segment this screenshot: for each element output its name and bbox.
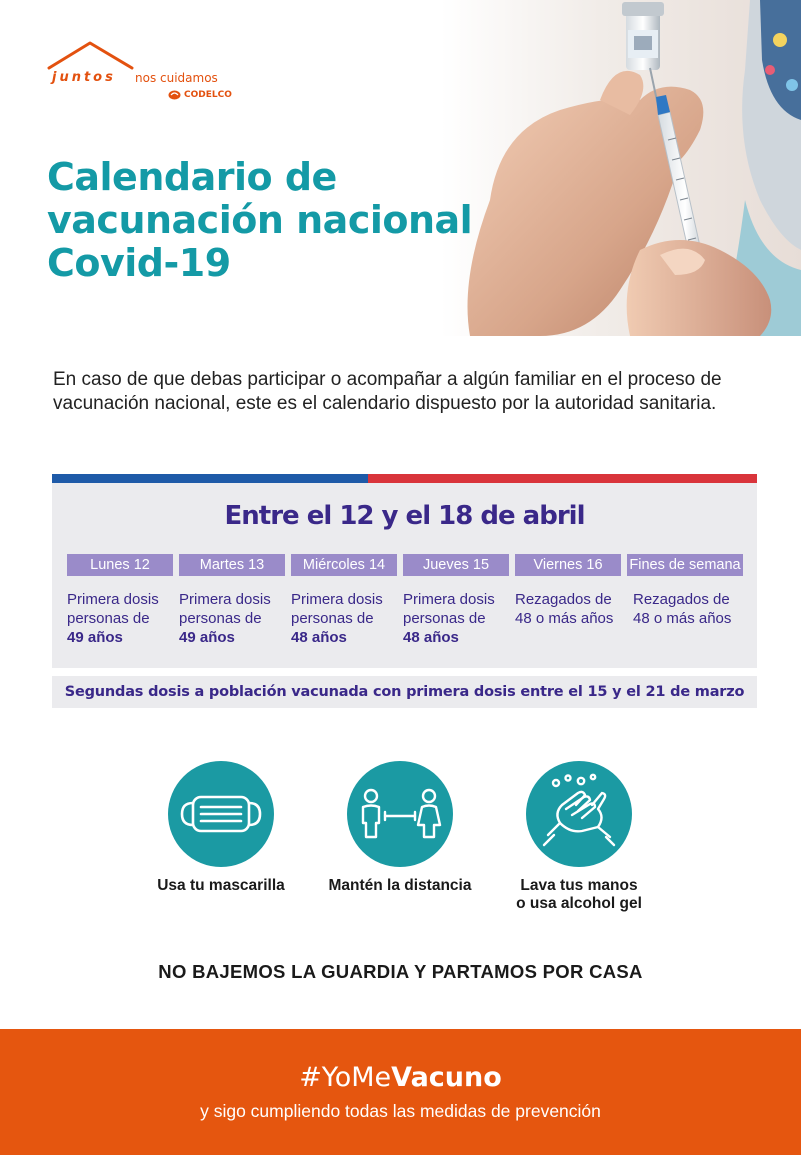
calendar-day <box>403 554 509 647</box>
calendar-day <box>515 554 621 628</box>
hand-washing-icon <box>526 761 632 867</box>
second-dose-note: Segundas dosis a población vacunada con primera dosis entre el 15 y el 21 de marzo <box>52 676 757 708</box>
hashtag <box>0 1062 801 1093</box>
house-roof-icon <box>46 40 136 72</box>
intro-paragraph: En caso de que debas participar o acompañar a algún familiar en el proceso de vacunación nacional, este es el calendario dispuesto por la autoridad sanitaria. <box>53 369 722 414</box>
slogan: NO BAJEMOS LA GUARDIA Y PARTAMOS POR CASA <box>158 961 643 982</box>
day-label: Jueves 15 <box>403 554 509 576</box>
title-line: vacunación nacional <box>47 198 473 242</box>
day-description: Rezagados de 48 o más años <box>515 591 614 627</box>
day-description: Rezagados de 48 o más años <box>633 591 732 627</box>
logo-word-juntos: juntos <box>52 70 116 85</box>
day-label: Viernes 16 <box>515 554 621 576</box>
day-age: 48 años <box>291 629 347 646</box>
calendar-day <box>67 554 173 647</box>
day-label: Lunes 12 <box>67 554 173 576</box>
calendar-day <box>179 554 285 647</box>
juntos-nos-cuidamos-logo <box>46 40 246 106</box>
day-age: 49 años <box>67 629 123 646</box>
logo-word-nos-cuidamos: nos cuidamos <box>135 71 218 85</box>
day-label: Martes 13 <box>179 554 285 576</box>
tip-label-distance <box>300 877 500 895</box>
face-mask-icon <box>168 761 274 867</box>
day-age: 48 años <box>403 629 459 646</box>
day-label: Fines de semana <box>627 554 743 576</box>
calendar-day <box>291 554 397 647</box>
title-line: Calendario de <box>47 155 337 199</box>
tip-label-handwash <box>479 877 679 913</box>
calendar-title: Entre el 12 y el 18 de abril <box>224 501 585 531</box>
day-age: 49 años <box>179 629 235 646</box>
flag-red-segment <box>368 474 757 483</box>
day-description: Primera dosis personas de <box>179 591 271 627</box>
day-description: Primera dosis personas de <box>403 591 495 627</box>
flag-blue-segment <box>52 474 368 483</box>
footer-subtitle: y sigo cumpliendo todas las medidas de prevención <box>200 1101 601 1121</box>
day-description: Primera dosis personas de <box>291 591 383 627</box>
tip-label-line: Mantén la distancia <box>328 877 472 894</box>
codelco-mark-icon <box>168 90 181 100</box>
calendar-panel <box>52 483 757 668</box>
tip-label-line: Usa tu mascarilla <box>157 877 285 894</box>
title-line: Covid-19 <box>47 241 231 285</box>
footer-banner <box>0 1029 801 1155</box>
hashtag-bold: Vacuno <box>391 1062 502 1093</box>
codelco-logo <box>168 90 232 100</box>
day-label: Miércoles 14 <box>291 554 397 576</box>
tip-label-line: o usa alcohol gel <box>516 895 642 912</box>
tip-label-mask <box>121 877 321 895</box>
calendar-day <box>627 554 743 628</box>
tip-label-line: Lava tus manos <box>520 877 638 894</box>
day-description: Primera dosis personas de <box>67 591 159 627</box>
flag-color-bar <box>52 474 757 483</box>
codelco-wordmark: CODELCO <box>184 90 232 100</box>
hero-banner <box>0 0 801 336</box>
social-distance-icon <box>347 761 453 867</box>
page-title <box>47 156 527 285</box>
hashtag-prefix: #YoMe <box>299 1062 392 1093</box>
